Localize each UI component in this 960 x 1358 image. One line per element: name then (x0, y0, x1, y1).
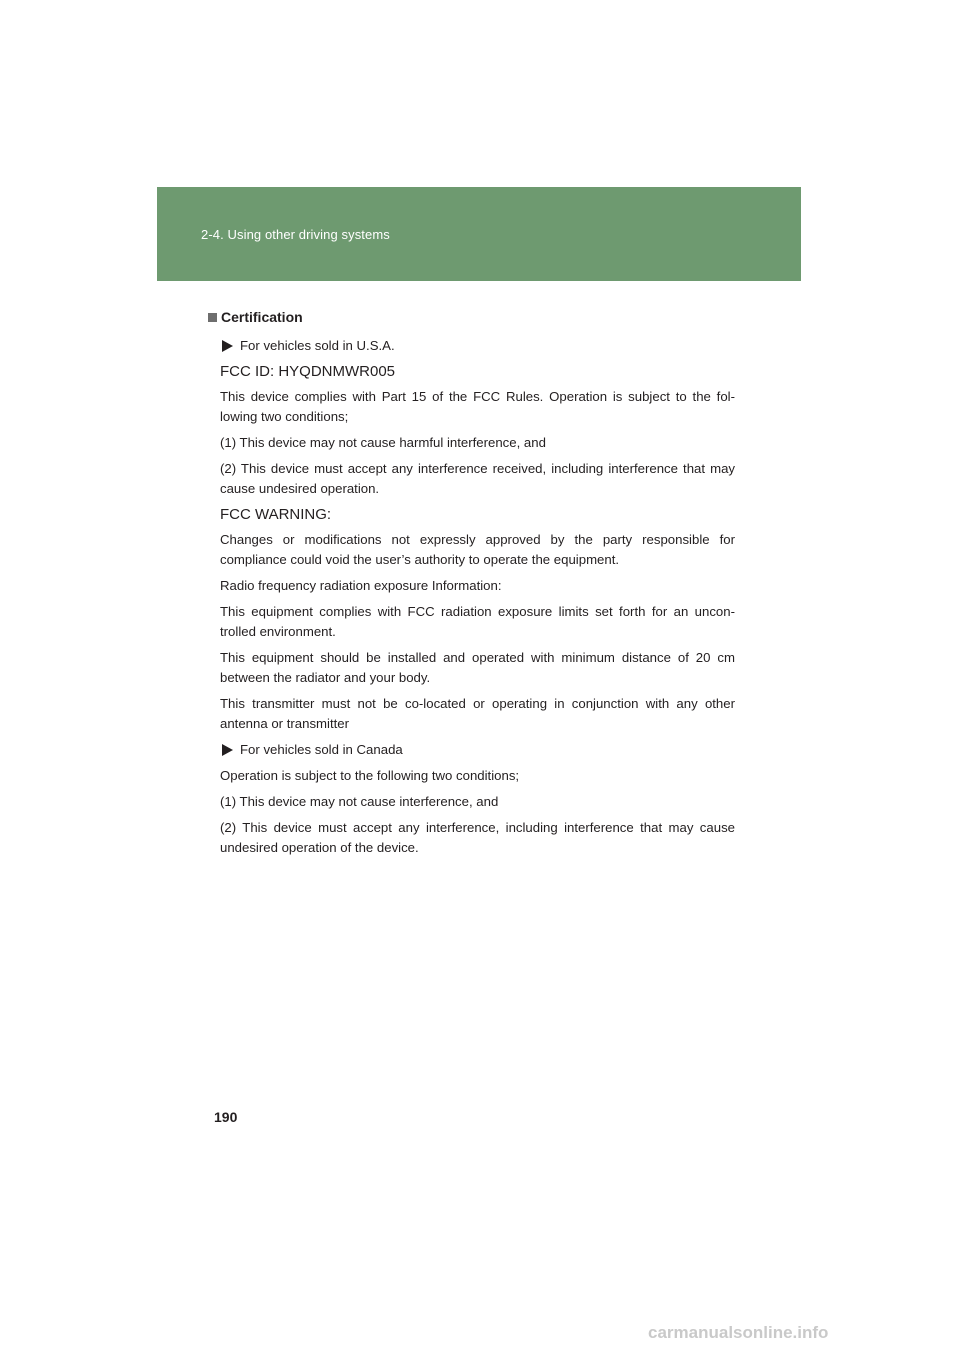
rf-exposure-text-3: This transmitter must not be co-located or operating in conjunction with any other antenna or transmitter (220, 696, 735, 731)
rf-exposure-text-1: This equipment complies with FCC radiation exposure limits set forth for an uncon-trolled environment. (220, 604, 735, 639)
triangle-right-icon (222, 340, 233, 352)
canada-condition-2: (2) This device must accept any interference, including interference that may cause undesired operation of the device. (220, 820, 735, 855)
usa-condition-1: (1) This device may not cause harmful interference, and (220, 435, 546, 450)
canada-intro: Operation is subject to the following two conditions; (220, 768, 520, 783)
usa-condition-2: (2) This device must accept any interference received, including interference that may cause undesired operation. (220, 461, 735, 496)
triangle-right-icon (222, 744, 233, 756)
watermark: carmanualsonline.info (648, 1323, 829, 1342)
square-icon (208, 313, 217, 322)
page-number: 190 (214, 1109, 238, 1125)
rf-exposure-title: Radio frequency radiation exposure Information: (220, 578, 502, 593)
region-canada-label: For vehicles sold in Canada (240, 742, 403, 757)
section-header-band (157, 187, 801, 281)
region-usa (220, 336, 735, 356)
fcc-warning-title: FCC WARNING: (220, 506, 332, 523)
section-title: 2-4. Using other driving systems (201, 227, 390, 242)
fcc-warning-text: Changes or modifications not expressly approved by the party responsible for compliance could void the user’s authority to operate the equipment. (220, 532, 735, 567)
compliance-statement: This device complies with Part 15 of the FCC Rules. Operation is subject to the fol-lowing two conditions; (220, 389, 735, 424)
region-canada (220, 740, 735, 760)
certification-content (220, 308, 735, 864)
rf-exposure-text-2: This equipment should be installed and operated with minimum distance of 20 cm between the radiator and your body. (220, 650, 735, 685)
region-usa-label: For vehicles sold in U.S.A. (240, 338, 395, 353)
certification-heading-text: Certification (221, 309, 303, 325)
fcc-id: FCC ID: HYQDNMWR005 (220, 363, 396, 380)
canada-condition-1: (1) This device may not cause interference, and (220, 794, 499, 809)
